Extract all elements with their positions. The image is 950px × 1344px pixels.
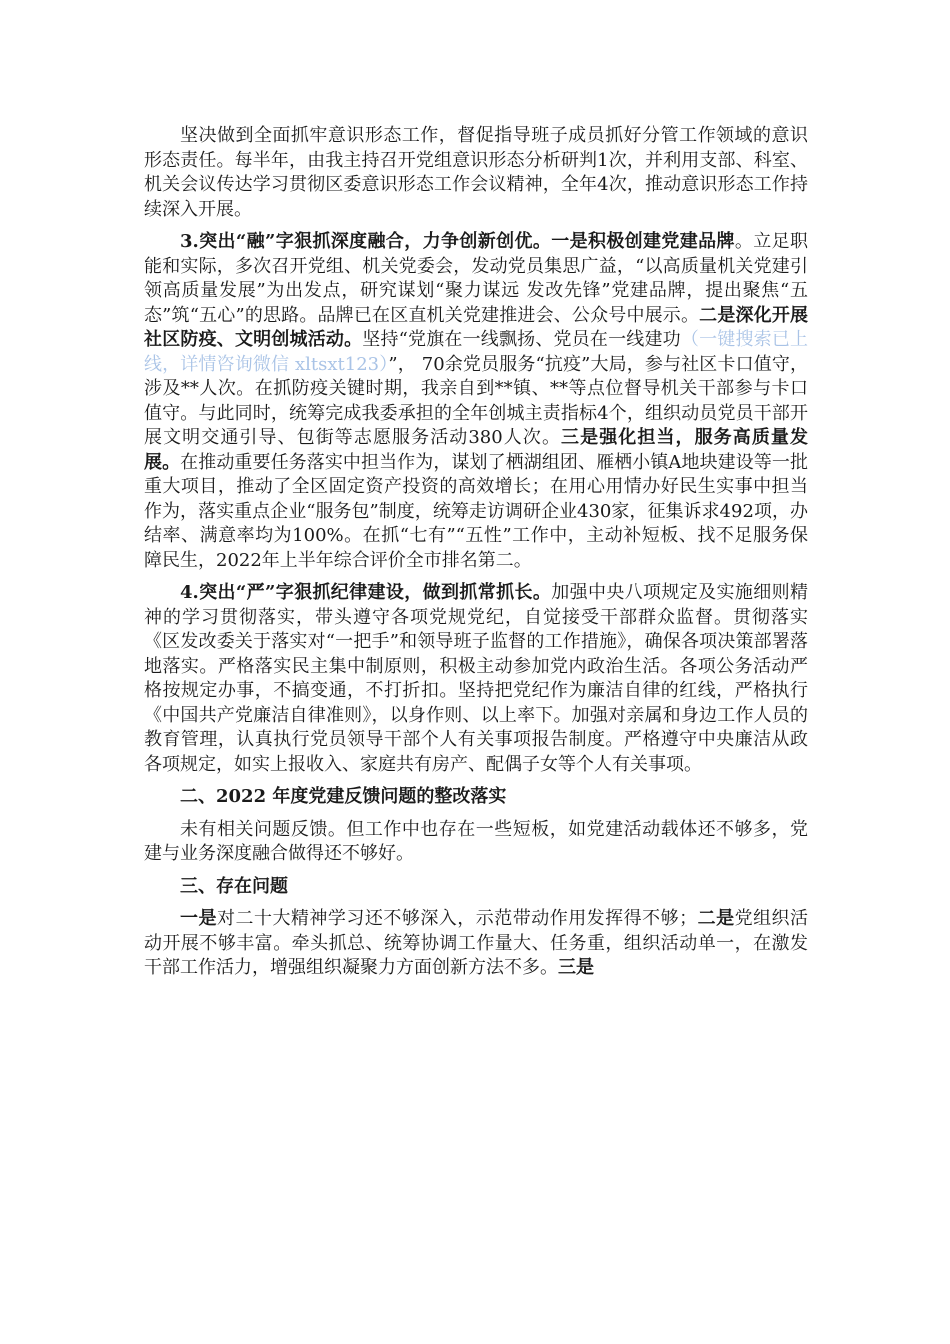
paragraph-text: 。立足职能和实际，多次召开党组、机关党委会，发动党员集思广益，“以高质量机关党建引领高质量发展”为出发点，研究谋划“聚力谋远 发改先锋”党建品牌，提出聚焦“五态”筑“五心”的思路。品牌已在区直机关党建推进会、公众号中展示。 — [144, 231, 809, 326]
section-two-title — [144, 785, 808, 810]
paragraph-discipline — [144, 581, 808, 777]
section-4-heading: 4.突出“严”字狠抓纪律建设，做到抓常抓长。 — [180, 582, 552, 603]
section-three-title-text: 三、存在问题 — [180, 875, 288, 897]
paragraph-problems — [144, 907, 808, 981]
paragraph-text: ”， 70余党员服务“抗疫”大局，参与社区卡口值守，涉及**人次。在抓防疫关键时期，我亲自到**镇、**等点位督导机关干部参与卡口值守。与此同时，统筹完成我委承担的全年创城主责指标4个，组织动员党员干部开展文明交通引导、包街等志愿服务活动380人次。 — [144, 353, 808, 448]
paragraph-text: 在推动重要任务落实中担当作为，谋划了栖湖组团、雁栖小镇A地块建设等一批重大项目，推动了全区固定资产投资的高效增长；在用心用情办好民生实事中担当作为，落实重点企业“服务包”制度，统筹走访调研企业430家，征集诉求492项，办结率、满意率均为100%。在抓“七有”“五性”工作中，主动补短板、找不足服务保障民生，2022年上半年综合评价全市排名第二。 — [144, 451, 809, 571]
document-page — [144, 124, 808, 981]
paragraph-text: 党组织活动开展不够丰富。牵头抓总、统筹协调工作量大、任务重，组织活动单一，在激发干部工作活力，增强组织凝聚力方面创新方法不多。 — [144, 908, 809, 978]
point-two-heading: 二是深化开展社区防疫、文明创城活动。 — [144, 304, 809, 350]
paragraph-feedback: 未有相关问题反馈。但工作中也存在一些短板，如党建活动载体还不够多，党建与业务深度融合做得还不够好。 — [144, 818, 808, 864]
problem-two-label: 二是 — [697, 908, 735, 929]
paragraph-text: 对二十大精神学习还不够深入，示范带动作用发挥得不够； — [216, 908, 698, 929]
problem-one-label: 一是 — [180, 908, 217, 929]
paragraph-integration — [144, 230, 808, 573]
section-three-title — [144, 875, 808, 900]
point-three-heading: 三是强化担当，服务高质量发展。 — [144, 427, 809, 473]
section-two-title-text: 二、2022 年度党建反馈问题的整改落实 — [180, 786, 507, 807]
paragraph-ideology: 坚决做到全面抓牢意识形态工作，督促指导班子成员抓好分管工作领域的意识形态责任。每半年，由我主持召开党组意识形态分析研判1次，并利用支部、科室、机关会议传达学习贯彻区委意识形态工作会议精神，全年4次，推动意识形态工作持续深入开展。 — [144, 125, 808, 220]
section-3-heading: 3.突出“融”字狠抓深度融合，力争创新创优。一是积极创建党建品牌 — [180, 231, 735, 252]
problem-three-label: 三是 — [558, 957, 594, 978]
watermark-notice[interactable]: （一键搜索已上线，详情咨询微信 xltsxt123） — [144, 329, 809, 375]
paragraph-text: 加强中央八项规定及实施细则精神的学习贯彻落实，带头遵守各项党规党纪，自觉接受干部群众监督。贯彻落实《区发改委关于落实对“一把手”和领导班子监督的工作措施》，确保各项决策部署落地落实。严格落实民主集中制原则，积极主动参加党内政治生活。各项公务活动严格按规定办事，不搞变通，不打折扣。坚持把党纪作为廉洁自律的红线，严格执行《中国共产党廉洁自律准则》，以身作则、以上率下。加强对亲属和身边工作人员的教育管理，认真执行党员领导干部个人有关事项报告制度。严格遵守中央廉洁从政各项规定，如实上报收入、家庭共有房产、配偶子女等个人有关事项。 — [144, 582, 808, 775]
paragraph-text: 坚持“党旗在一线飘扬、党员在一线建功 — [362, 329, 681, 350]
